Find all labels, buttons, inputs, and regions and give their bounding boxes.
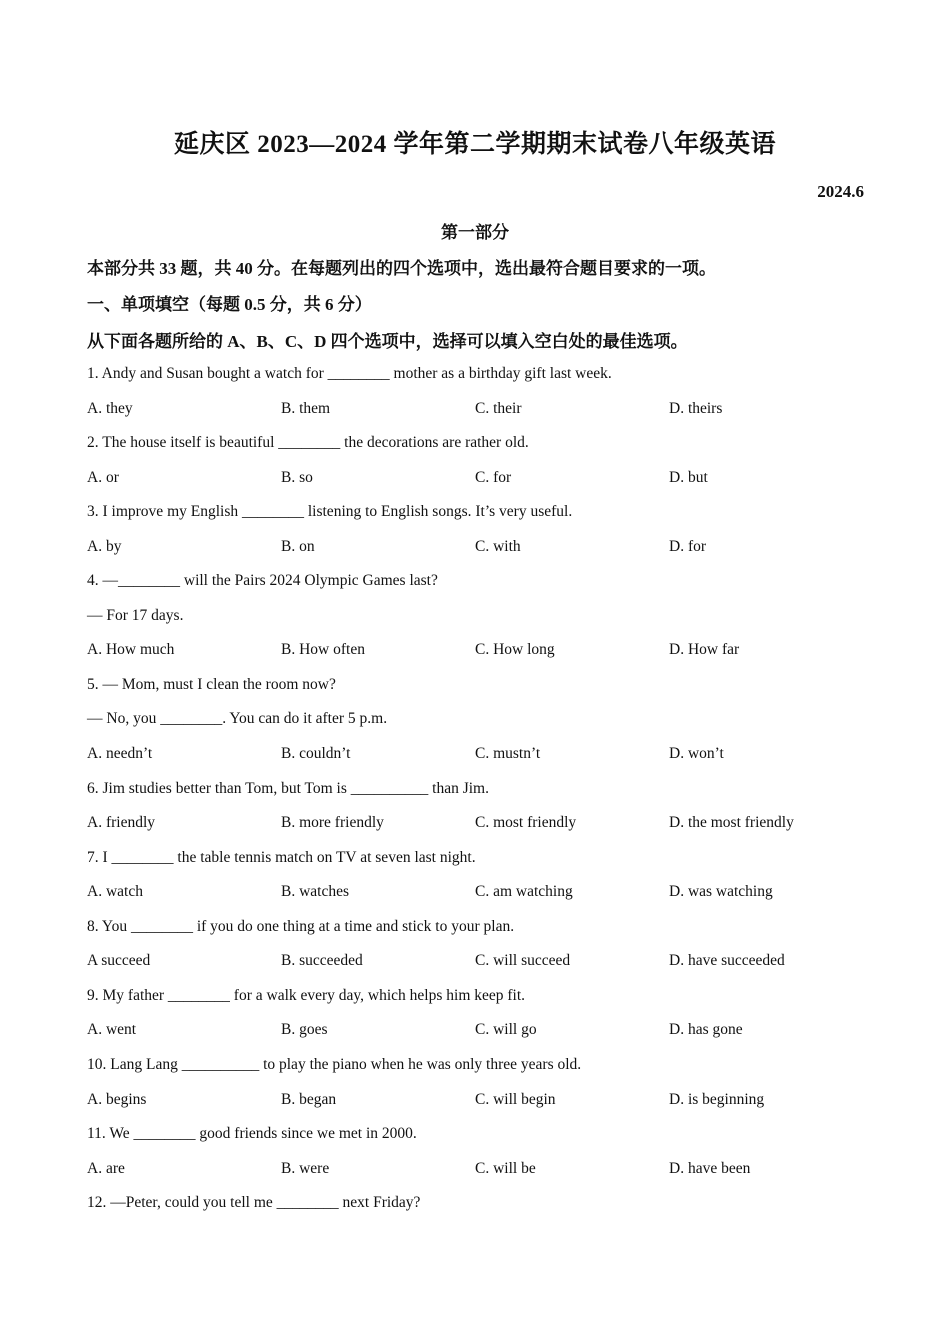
question-2-stem: 2. The house itself is beautiful ________ the decorations are rather old. (87, 434, 529, 451)
question-6-option-c: C. most friendly (475, 814, 577, 831)
part-intro: 本部分共 33 题，共 40 分。在每题列出的四个选项中，选出最符合题目要求的一项。 (87, 259, 716, 278)
question-10-options (87, 1091, 887, 1113)
question-10-option-c: C. will begin (475, 1091, 556, 1108)
question-6-option-d: D. the most friendly (669, 814, 794, 831)
question-8-option-c: C. will succeed (475, 952, 571, 969)
question-2-option-a: A. or (87, 469, 119, 486)
question-7-option-a: A. watch (87, 883, 143, 900)
question-5-option-a: A. needn’t (87, 745, 153, 762)
part-label: 第一部分 (441, 223, 509, 242)
question-6-option-b: B. more friendly (281, 814, 384, 831)
question-1-option-c: C. their (475, 400, 522, 417)
question-5-option-b: B. couldn’t (281, 745, 351, 762)
question-1-stem: 1. Andy and Susan bought a watch for ________ mother as a birthday gift last week. (87, 365, 612, 382)
question-2-options (87, 469, 887, 491)
question-9-option-a: A. went (87, 1021, 137, 1038)
question-6-options (87, 814, 887, 836)
section-instruction: 从下面各题所给的 A、B、C、D 四个选项中，选择可以填入空白处的最佳选项。 (87, 332, 688, 351)
question-11-options (87, 1160, 887, 1182)
question-3-stem: 3. I improve my English ________ listening to English songs. It’s very useful. (87, 503, 573, 520)
question-10-option-b: B. began (281, 1091, 337, 1108)
question-11-option-d: D. have been (669, 1160, 751, 1177)
question-3-options (87, 538, 887, 560)
question-2-option-b: B. so (281, 469, 313, 486)
exam-title: 延庆区 2023—2024 学年第二学期期末试卷八年级英语 (173, 131, 776, 158)
question-6-option-a: A. friendly (87, 814, 156, 831)
question-1-options (87, 400, 887, 422)
question-8-option-b: B. succeeded (281, 952, 363, 969)
question-5-option-c: C. mustn’t (475, 745, 541, 762)
question-8-option-a: A succeed (87, 952, 151, 969)
question-12-stem: 12. —Peter, could you tell me ________ next Friday? (87, 1194, 421, 1211)
question-7-option-b: B. watches (281, 883, 350, 900)
question-5-option-d: D. won’t (669, 745, 724, 762)
question-9-options (87, 1021, 887, 1043)
question-10-stem: 10. Lang Lang __________ to play the piano when he was only three years old. (87, 1056, 582, 1073)
question-4-option-c: C. How long (475, 641, 555, 658)
question-9-stem: 9. My father ________ for a walk every day, which helps him keep fit. (87, 987, 526, 1004)
question-2-option-d: D. but (669, 469, 708, 486)
question-9-option-c: C. will go (475, 1021, 537, 1038)
question-8-stem: 8. You ________ if you do one thing at a time and stick to your plan. (87, 918, 515, 935)
question-9-option-b: B. goes (281, 1021, 328, 1038)
question-10-option-d: D. is beginning (669, 1091, 765, 1108)
question-3-option-d: D. for (669, 538, 707, 555)
question-4-option-b: B. How often (281, 641, 365, 658)
question-7-stem: 7. I ________ the table tennis match on TV at seven last night. (87, 849, 476, 866)
question-2-option-c: C. for (475, 469, 512, 486)
question-5-options (87, 745, 887, 767)
question-1-option-b: B. them (281, 400, 331, 417)
question-6-stem: 6. Jim studies better than Tom, but Tom is __________ than Jim. (87, 780, 489, 797)
question-4-reply: — For 17 days. (87, 607, 184, 624)
question-11-option-a: A. are (87, 1160, 125, 1177)
question-4-option-a: A. How much (87, 641, 175, 658)
question-4-stem: 4. —________ will the Pairs 2024 Olympic Games last? (87, 572, 438, 589)
question-3-option-c: C. with (475, 538, 521, 555)
section-heading: 一、单项填空（每题 0.5 分，共 6 分） (87, 295, 372, 314)
question-11-option-c: C. will be (475, 1160, 536, 1177)
question-7-options (87, 883, 887, 905)
question-4-options (87, 641, 887, 663)
question-10-option-a: A. begins (87, 1091, 147, 1108)
question-1-option-d: D. theirs (669, 400, 723, 417)
question-8-option-d: D. have succeeded (669, 952, 785, 969)
exam-date: 2024.6 (817, 182, 864, 201)
question-4-option-d: D. How far (669, 641, 740, 658)
question-11-stem: 11. We ________ good friends since we met in 2000. (87, 1125, 417, 1142)
question-3-option-b: B. on (281, 538, 315, 555)
question-5-stem: 5. — Mom, must I clean the room now? (87, 676, 336, 693)
question-3-option-a: A. by (87, 538, 122, 555)
question-11-option-b: B. were (281, 1160, 330, 1177)
question-9-option-d: D. has gone (669, 1021, 743, 1038)
question-1-option-a: A. they (87, 400, 133, 417)
question-5-reply: — No, you ________. You can do it after 5 p.m. (87, 710, 388, 727)
question-7-option-d: D. was watching (669, 883, 773, 900)
question-7-option-c: C. am watching (475, 883, 573, 900)
question-8-options (87, 952, 887, 974)
